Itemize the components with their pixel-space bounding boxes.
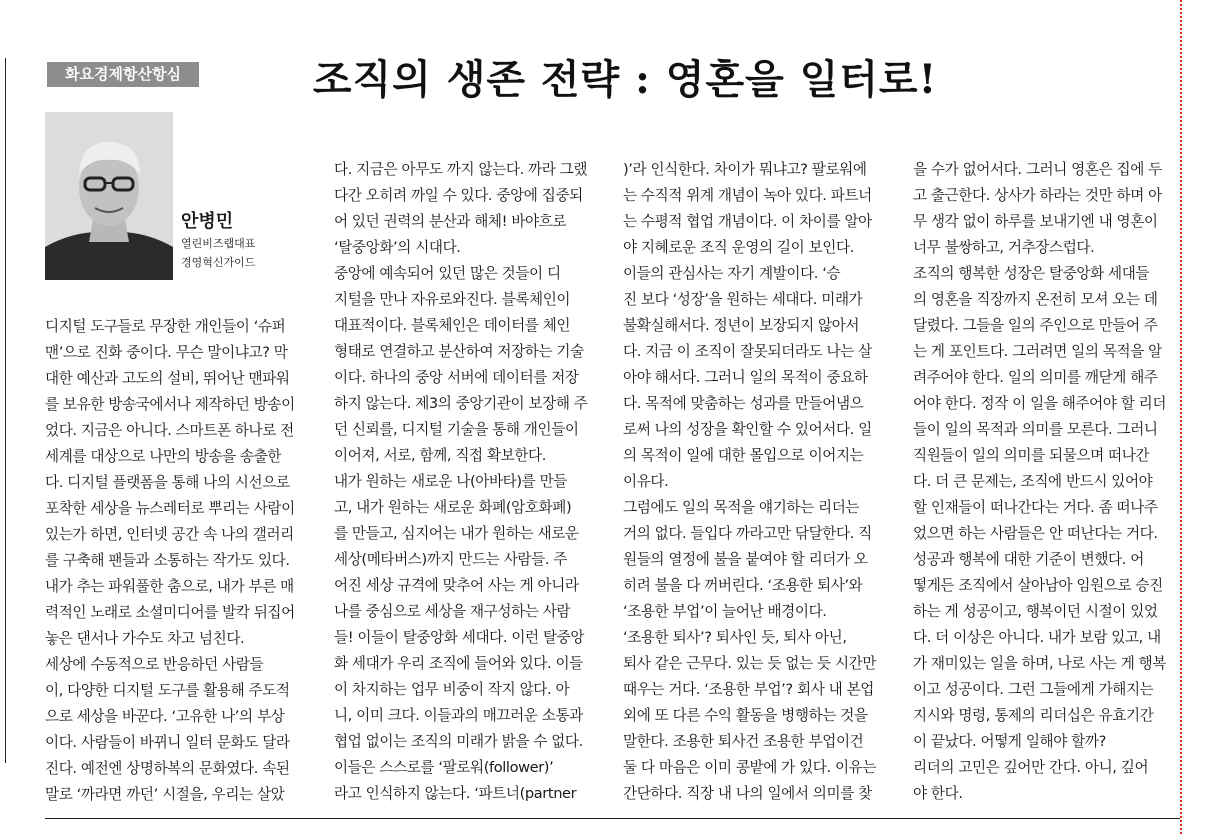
text-line: 직원들이 일의 의미를 되물으며 떠나간 [913,447,1150,464]
text-line: 떻게든 조직에서 살아남아 임원으로 승진 [913,577,1163,594]
text-line: 원들의 열정에 불을 붙여야 할 리더가 오 [623,551,868,568]
article-column-1 [45,314,317,808]
text-line: 협업 없이는 조직의 미래가 밝을 수 없다. [334,733,583,750]
text-line: 진다. 예전엔 상명하복의 문화였다. 속된 [45,760,290,777]
text-line: 지시와 명령, 통제의 리더십은 유효기간 [913,707,1154,724]
text-line: 는 게 포인트다. 그러려면 일의 목적을 알 [913,343,1162,360]
text-line: 라고 인식하지 않는다. ‘파트너(partner [334,785,577,802]
text-line: ‘조용한 부업’이 늘어난 배경이다. [623,603,827,620]
text-line: 성공과 행복에 대한 기준이 변했다. 어 [913,551,1144,568]
text-line: 할 인재들이 떠나간다는 거다. 좀 떠나주 [913,499,1158,516]
text-line: 고, 내가 원하는 새로운 화폐(암호화폐) [334,499,572,516]
text-line: 려주어야 한다. 일의 의미를 깨닫게 해주 [913,369,1158,386]
text-line: 거의 없다. 들입다 까라고만 닦달한다. 직 [623,525,872,542]
text-line: 지털을 만나 자유로와진다. 블록체인이 [334,291,571,308]
text-line: 이다. 사람들이 바뀌니 일터 문화도 달라 [45,734,290,751]
text-line: 다. 목적에 맞춤하는 성과를 만들어냄으 [623,395,864,412]
text-line: 들! 이들이 탈중앙화 세대다. 이런 탈중앙 [334,629,585,646]
text-line: 이고 성공이다. 그런 그들에게 가해지는 [913,681,1154,698]
text-line: 이다. 하나의 중앙 서버에 데이터를 저장 [334,369,579,386]
text-line: 형태로 연결하고 분산하여 저장하는 기술 [334,343,584,360]
text-line: 다. 더 큰 문제는, 조직에 반드시 있어야 [913,473,1153,490]
text-line: 불확실해서다. 정년이 보장되지 않아서 [623,317,860,334]
text-line: 간단하다. 직장 내 나의 일에서 의미를 찾 [623,785,872,802]
author-photo [45,112,173,280]
headline: 조직의 생존 전략 : 영혼을 일터로! [312,56,938,103]
text-line: 들이 일의 목적과 의미를 모른다. 그러니 [913,421,1158,438]
text-line: 대표적이다. 블록체인은 데이터를 체인 [334,317,571,334]
text-line: 때우는 거다. ‘조용한 부업’? 회사 내 본업 [623,681,874,698]
text-line: 하지 않는다. 제3의 중앙기관이 보장해 주 [334,395,588,412]
text-line: 세상(메타버스)까지 만드는 사람들. 주 [334,551,568,568]
article-column-4 [913,157,1179,807]
text-line: 는 수평적 협업 개념이다. 이 차이를 알아 [623,213,872,230]
text-line: 이들은 스스로를 ‘팔로워(follower)’ [334,759,554,776]
text-line: 다. 디지털 플랫폼을 통해 나의 시선으로 [45,474,290,491]
text-line: ‘조용한 퇴사’? 퇴사인 듯, 퇴사 아닌, [623,629,847,646]
text-line: 니, 이미 크다. 이들과의 매끄러운 소통과 [334,707,583,724]
text-line: 둘 다 마음은 이미 콩밭에 가 있다. 이유는 [623,759,877,776]
text-line: 로써 나의 성장을 확인할 수 있어서다. 일 [623,421,872,438]
text-line: 을 수가 없어서다. 그러니 영혼은 집에 두 [913,161,1162,178]
text-line: 이 차지하는 업무 비중이 작지 않다. 아 [334,681,570,698]
text-line: 는 수직적 위계 개념이 녹아 있다. 파트너 [623,187,872,204]
text-line: 야 지혜로운 조직 운영의 길이 보인다. [623,239,854,256]
text-line: 다. 지금 이 조직이 잘못되더라도 나는 살 [623,343,872,360]
text-line: 하는 게 성공이고, 행복이던 시절이 있었 [913,603,1158,620]
text-line: 진 보다 ‘성장’을 원하는 세대다. 미래가 [623,291,863,308]
text-line: 중앙에 예속되어 있던 많은 것들이 디 [334,265,561,282]
text-line: 무 생각 없이 하루를 보내기엔 내 영혼이 [913,213,1158,230]
author-portrait-icon [45,112,173,280]
author-title: 열린비즈랩대표 [181,237,256,250]
text-line: 어야 한다. 정작 이 일을 해주어야 할 리더 [913,395,1167,412]
text-line: 력적인 노래로 소셜미디어를 발칵 뒤집어 [45,604,295,621]
text-line: 있는가 하면, 인터넷 공간 속 나의 갤러리 [45,526,294,543]
text-line: 으로 세상을 바꾼다. ‘고유한 나’의 부상 [45,708,285,725]
text-line: 이, 다양한 디지털 도구를 활용해 주도적 [45,682,290,699]
text-line: 말로 ‘까라면 까던’ 시절을, 우리는 살았 [45,786,285,803]
text-line: 리더의 고민은 깊어만 간다. 아니, 깊어 [913,759,1149,776]
text-line: 디지털 도구들로 무장한 개인들이 ‘슈퍼 [45,318,286,335]
text-line: 그럼에도 일의 목적을 얘기하는 리더는 [623,499,860,516]
text-line: 이어져, 서로, 함께, 직접 확보한다. [334,447,546,464]
text-line: 화 세대가 우리 조직에 들어와 있다. 이들 [334,655,583,672]
text-line: 대한 예산과 고도의 설비, 뛰어난 맨파워 [45,370,290,387]
text-line: 를 구축해 팬들과 소통하는 작가도 있다. [45,552,290,569]
text-line: 달렸다. 그들을 일의 주인으로 만들어 주 [913,317,1158,334]
text-line: 이유다. [623,473,669,490]
text-line: 나를 중심으로 세상을 재구성하는 사람 [334,603,571,620]
text-line: 었다. 지금은 아니다. 스마트폰 하나로 전 [45,422,294,439]
text-line: 포착한 세상을 뉴스레터로 뿌리는 사람이 [45,500,295,517]
text-line: 내가 원하는 새로운 나(아바타)를 만들 [334,473,568,490]
bottom-rule [45,818,1180,819]
article-column-3 [623,157,895,807]
section-tag: 화요경제항산항심 [47,62,199,87]
text-line: 의 목적이 일에 대한 몰입으로 이어지는 [623,447,864,464]
left-margin-rule [5,58,6,763]
text-line: )’라 인식한다. 차이가 뭐냐고? 팔로워에 [623,161,867,178]
text-line: 외에 또 다른 수익 활동을 병행하는 것을 [623,707,868,724]
text-line: 세상에 수동적으로 반응하던 사람들 [45,656,264,673]
text-line: 었으면 하는 사람들은 안 떠난다는 거다. [913,525,1158,542]
text-line: 를 만들고, 심지어는 내가 원하는 새로운 [334,525,579,542]
text-line: 조직의 행복한 성장은 탈중앙화 세대들 [913,265,1150,282]
text-line: 내가 추는 파워풀한 춤으로, 내가 부른 매 [45,578,294,595]
author-name: 안병민 [181,211,234,232]
text-line: 의 영혼을 직장까지 온전히 모셔 오는 데 [913,291,1158,308]
text-line: 어 있던 권력의 분산과 해체! 바야흐로 [334,213,567,230]
text-line: 퇴사 같은 근무다. 있는 듯 없는 듯 시간만 [623,655,877,672]
text-line: 히려 불을 다 꺼버린다. ‘조용한 퇴사’와 [623,577,863,594]
text-line: 야 한다. [913,785,963,802]
text-line: 세계를 대상으로 나만의 방송을 송출한 [45,448,282,465]
text-line: 가 재미있는 일을 하며, 나로 사는 게 행복 [913,655,1167,672]
text-line: ‘탈중앙화’의 시대다. [334,239,461,256]
page-trim-line [1180,0,1182,834]
text-line: 놓은 댄서나 가수도 차고 넘친다. [45,630,245,647]
text-line: 다간 오히려 까일 수 있다. 중앙에 집중되 [334,187,583,204]
text-line: 를 보유한 방송국에서나 제작하던 방송이 [45,396,295,413]
author-title: 경영혁신가이드 [181,256,256,269]
text-line: 너무 불쌍하고, 거추장스럽다. [913,239,1095,256]
text-line: 고 출근한다. 상사가 하라는 것만 하며 아 [913,187,1162,204]
text-line: 맨’으로 진화 중이다. 무슨 말이냐고? 막 [45,344,288,361]
text-line: 던 신뢰를, 디지털 기술을 통해 개인들이 [334,421,579,438]
text-line: 이 끝났다. 어떻게 일해야 할까? [913,733,1106,750]
text-line: 이들의 관심사는 자기 계발이다. ‘승 [623,265,841,282]
text-line: 말한다. 조용한 퇴사건 조용한 부업이건 [623,733,864,750]
article-column-2 [334,157,606,807]
text-line: 어진 세상 규격에 맞추어 사는 게 아니라 [334,577,579,594]
text-line: 다. 지금은 아무도 까지 않는다. 까라 그랬 [334,161,588,178]
text-line: 아야 해서다. 그러니 일의 목적이 중요하 [623,369,868,386]
author-byline [181,210,255,272]
text-line: 다. 더 이상은 아니다. 내가 보람 있고, 내 [913,629,1161,646]
